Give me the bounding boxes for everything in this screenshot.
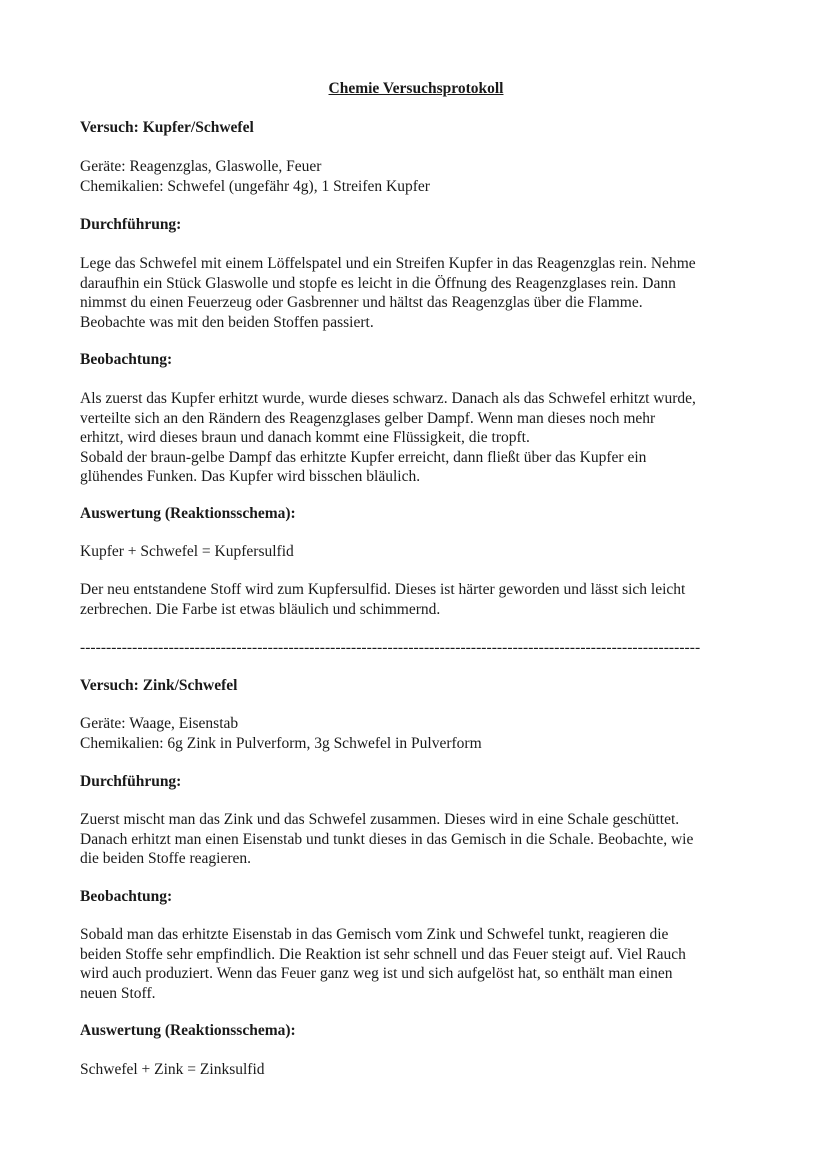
text-line: Zuerst mischt man das Zink und das Schwefel zusammen. Dieses wird in eine Schale geschüttet. [80,811,680,828]
page-title: Chemie Versuchsprotokoll [328,80,504,97]
experiment1-evaluation-heading: Auswertung (Reaktionsschema): [80,505,296,522]
text-line: Sobald der braun-gelbe Dampf das erhitzte Kupfer erreicht, dann fließt über das Kupfer ein [80,448,647,466]
text-line: verteilte sich an den Rändern des Reagenzglases gelber Dampf. Wenn man dieses noch mehr [80,409,656,427]
text-line: Als zuerst das Kupfer erhitzt wurde, wurde dieses schwarz. Danach als das Schwefel erhitzt wurde, [80,390,696,407]
text-line: Danach erhitzt man einen Eisenstab und tunkt dieses in das Gemisch in die Schale. Beobachte, wie [80,830,694,848]
text-line: erhitzt, wird dieses braun und danach kommt eine Flüssigkeit, die tropft. [80,429,530,447]
experiment1-equation: Kupfer + Schwefel = Kupfersulfid [80,543,294,560]
experiment1-procedure-heading: Durchführung: [80,216,182,233]
text-line: Beobachte was mit den beiden Stoffen passiert. [80,313,374,331]
text-line: Lege das Schwefel mit einem Löffelspatel und ein Streifen Kupfer in das Reagenzglas rein. Nehme [80,255,696,272]
experiment1-observation-heading: Beobachtung: [80,351,173,368]
section-separator: ----------------------------------------------------------------------------------------------------------------------- [80,639,701,656]
experiment1-procedure [80,254,752,332]
text-line: neuen Stoff. [80,984,156,1002]
experiment2-observation [80,925,752,1003]
experiment2-heading: Versuch: Zink/Schwefel [80,677,238,694]
experiment2-equation: Schwefel + Zink = Zinksulfid [80,1061,265,1078]
text-line: nimmst du einen Feuerzeug oder Gasbrenner und hältst das Reagenzglas über die Flamme. [80,294,643,312]
experiment1-observation [80,389,752,487]
experiment2-procedure [80,810,752,869]
experiment1-heading: Versuch: Kupfer/Schwefel [80,119,254,136]
experiment2-chemicals: Chemikalien: 6g Zink in Pulverform, 3g Schwefel in Pulverform [80,735,482,752]
text-line: die beiden Stoffe reagieren. [80,850,251,868]
experiment2-procedure-heading: Durchführung: [80,773,182,790]
text-line: Sobald man das erhitzte Eisenstab in das Gemisch vom Zink und Schwefel tunkt, reagieren die [80,926,669,943]
experiment1-conclusion [80,580,752,619]
experiment2-evaluation-heading: Auswertung (Reaktionsschema): [80,1022,296,1039]
text-line: Der neu entstandene Stoff wird zum Kupfersulfid. Dieses ist härter geworden und lässt sich leicht [80,581,686,598]
experiment1-chemicals: Chemikalien: Schwefel (ungefähr 4g), 1 Streifen Kupfer [80,178,430,195]
text-line: glühendes Funken. Das Kupfer wird bisschen bläulich. [80,468,421,486]
experiment2-equipment: Geräte: Waage, Eisenstab [80,715,239,732]
text-line: daraufhin ein Stück Glaswolle und stopfe es leicht in die Öffnung des Reagenzglases rein. Dann [80,274,676,292]
experiment1-equipment: Geräte: Reagenzglas, Glaswolle, Feuer [80,158,322,175]
text-line: beiden Stoffe sehr empfindlich. Die Reaktion ist sehr schnell und das Feuer steigt auf. Viel Rauch [80,945,686,963]
text-line: wird auch produziert. Wenn das Feuer ganz weg ist und sich aufgelöst hat, so enthält man einen [80,965,673,983]
text-line: zerbrechen. Die Farbe ist etwas bläulich und schimmernd. [80,600,441,618]
experiment2-observation-heading: Beobachtung: [80,888,173,905]
